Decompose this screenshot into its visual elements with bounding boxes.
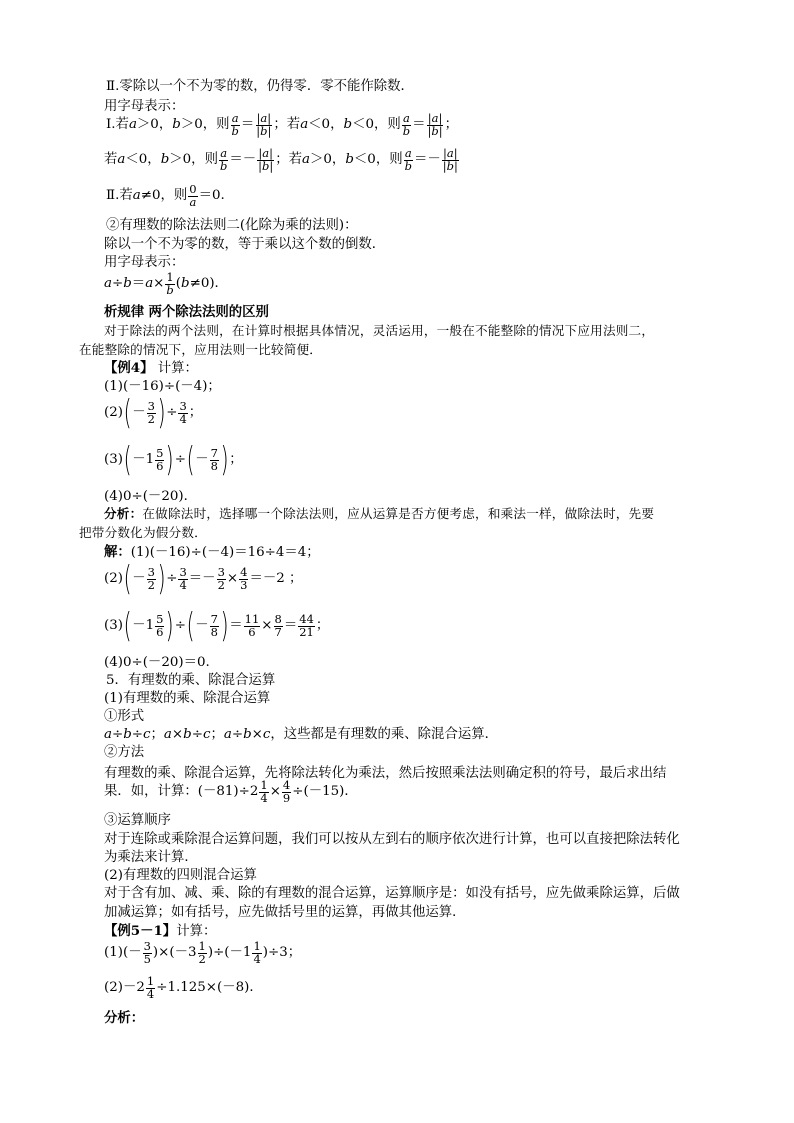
text: ÷ (174, 452, 186, 468)
text: ＝－2 ； (249, 571, 303, 587)
fraction: $\frac{1}{4}$ (146, 974, 155, 1001)
text: ≠0)． (189, 276, 228, 292)
text: 若 (104, 152, 118, 168)
fraction: $\frac{1}{2}$ (198, 939, 206, 966)
text: ； (229, 452, 243, 468)
fraction-a-over-b: $\frac{a}{b}$ (404, 146, 412, 173)
example-4-item-4: (4)0÷(－20)． (104, 489, 197, 504)
solution-item-1 (104, 546, 320, 559)
order-text-1: 对于连除或乘除混合运算问题，我们可以按从左到右的顺序依次进行计算，也可以直接把除法转化 (104, 832, 680, 847)
fraction: $\frac{1}{4}$ (260, 778, 268, 805)
fraction: $\frac{7}{8}$ (210, 446, 218, 473)
text: (1)(－16)÷(－4)＝16÷4＝4； (130, 545, 320, 560)
order-heading: ③运算顺序 (104, 813, 171, 828)
text: ＝ (283, 618, 298, 634)
letter-notation-label-2: 用字母表示： (104, 255, 185, 270)
fraction-one-over-b: $\frac{1}{b}$ (166, 270, 174, 297)
var-b: b (343, 117, 353, 133)
fraction: $\frac{4}{9}$ (282, 778, 291, 805)
division-rule-two-text: 除以一个不为零的数，等于乘以这个数的倒数． (104, 237, 386, 252)
text: ；若 (273, 117, 301, 133)
form-heading: ①形式 (104, 709, 145, 724)
var-a: a (132, 188, 141, 204)
text: × (153, 276, 165, 292)
letter-notation-label: 用字母表示： (104, 99, 185, 114)
rule-zero-division: Ⅱ.零除以一个不为零的数，仍得零．零不能作除数． (106, 79, 414, 94)
example-label: 【例4】 (104, 360, 154, 376)
fraction: $\frac{3}{2}$ (147, 565, 155, 592)
text: ＞0，则 (169, 152, 218, 168)
text: ； (315, 618, 330, 634)
text: × (226, 571, 239, 587)
text: ≠0，则 (140, 188, 188, 204)
method-text-2 (104, 780, 358, 804)
text: ＜0，则 (352, 117, 401, 133)
rule-one-case-line-2: 若 a ＜0， b ＞0，则 $\frac{a}{b}$ ＝－ $\frac{|a|}{|b|}$ ；若 a ＞0， b ＜0，则 $\frac{a}{b}$ ＝－ $\frac{|a|}{|b|}$ (104, 146, 458, 173)
text: ； (444, 117, 459, 133)
fraction-a-over-b: $\frac{a}{b}$ (219, 146, 228, 173)
rule-summary-text-1: 对于除法的两个法则，在计算时根据具体情况，灵活运用，一般在不能整除的情况下应用法则二， (104, 323, 655, 338)
example-5-1-item-1 (104, 941, 301, 965)
fraction: $\frac{5}{6}$ (156, 612, 164, 639)
fraction-abs: $\frac{|a|}{|b|}$ (256, 111, 272, 138)
text: (3) (104, 452, 123, 468)
fraction-abs: $\frac{|a|}{|b|}$ (442, 146, 458, 173)
text: ÷(－15)． (292, 784, 358, 800)
example-5-1-heading (104, 925, 216, 938)
mixed-ops-text-2: 加减运算；如有括号，应先做括号里的运算，再做其他运算． (104, 905, 466, 920)
analysis-text-1 (104, 508, 654, 521)
text: ＝－ (188, 571, 216, 587)
form-examples: a÷b÷c；a×b÷c；a÷b×c，这些都是有理数的乘、除混合运算． (104, 727, 499, 742)
rule-summary-heading (104, 306, 269, 319)
fraction: $\frac{7}{8}$ (210, 612, 218, 639)
mixed-ops-text-1: 对于含有加、减、乘、除的有理数的混合运算，运算顺序是：如没有括号，应先做乘除运算，后做 (104, 886, 680, 901)
rule-summary-text-2: 在能整除的情况下，应用法则一比较简便． (79, 342, 323, 357)
var-a: a (300, 117, 309, 133)
text: (2) (104, 571, 123, 587)
text: ； (188, 405, 203, 421)
subsection-1-heading: (1)有理数的乘、除混合运算 (104, 691, 271, 706)
method-heading: ②方法 (104, 745, 145, 760)
fraction: $\frac{1}{4}$ (253, 939, 261, 966)
fraction: $\frac{5}{6}$ (156, 446, 164, 473)
division-rule-two-heading: ②有理数的除法法则二(化除为乘的法则)： (106, 218, 358, 233)
var-a: a (104, 276, 112, 292)
fraction: $\frac{44}{21}$ (299, 612, 314, 639)
text: ＝ (229, 618, 243, 634)
fraction: $\frac{4}{3}$ (240, 565, 248, 592)
solution-label: 解： (104, 544, 131, 560)
var-b: b (181, 276, 190, 292)
text: ＞0， (310, 152, 346, 168)
text: 计算： (176, 924, 217, 939)
text: 计算： (157, 361, 198, 376)
text: ＞0， (136, 117, 173, 133)
text: ＜0，则 (353, 152, 403, 168)
solution-item-2: (2) ( － $\frac{3}{2}$ ) ÷ $\frac{3}{4}$ ＝－ $\frac{3}{2}$ × $\frac{4}{3}$ ＝－2 ； (104, 559, 303, 599)
text: ÷ (111, 276, 124, 292)
subsection-2-heading: (2)有理数的四则混合运算 (104, 868, 257, 883)
solution-item-4: (4)0÷(－20)＝0. (104, 655, 210, 670)
text: ÷ (166, 405, 178, 421)
text: ＝ (131, 276, 146, 292)
var-b: b (160, 152, 170, 168)
text: ÷ (166, 571, 178, 587)
text: (2) (104, 405, 123, 421)
fraction: $\frac{8}{7}$ (274, 612, 282, 639)
text: ÷1.125×(－8)． (156, 980, 263, 996)
text: )×(－3 (152, 945, 197, 961)
rule-one-case-line-1: Ⅰ.若 a ＞0， b ＞0，则 $\frac{a}{b}$ ＝ $\frac{|a|}{|b|}$ ；若 a ＜0， b ＜0，则 $\frac{a}{b}$ ＝ $\frac{|a|}{|b|}$ ； (106, 111, 459, 138)
text: × (261, 618, 273, 634)
analysis-text-2: 把带分数化为假分数． (79, 525, 207, 540)
example-label: 【例5－1】 (104, 923, 177, 939)
text: 在做除法时，选择哪一个除法法则，应从运算是否方便考虑，和乘法一样，做除法时，先要 (142, 506, 655, 521)
example-4-item-2: (2) ( － $\frac{3}{2}$ ) ÷ $\frac{3}{4}$ ； (104, 393, 203, 433)
fraction: $\frac{3}{4}$ (179, 565, 187, 592)
fraction: $\frac{3}{2}$ (147, 399, 155, 426)
rule-two-zero (106, 184, 225, 208)
text: ＝0. (198, 188, 225, 204)
text: ＜0， (308, 117, 344, 133)
example-4-item-1: (1)(－16)÷(－4)； (104, 379, 221, 394)
order-text-2: 为乘法来计算． (104, 850, 198, 865)
text: × (269, 784, 281, 800)
text: Ⅱ.若 (106, 188, 133, 204)
fraction: $\frac{11}{6}$ (244, 612, 260, 639)
text: Ⅰ.若 (106, 117, 129, 133)
fraction: $\frac{3}{5}$ (143, 939, 151, 966)
fraction-zero-over-a: $\frac{0}{a}$ (189, 182, 197, 209)
var-b: b (172, 117, 181, 133)
fraction: $\frac{3}{4}$ (179, 399, 187, 426)
text: )÷3； (262, 945, 302, 961)
var-b: b (123, 276, 132, 292)
solution-item-3: (3) ( －1 $\frac{5}{6}$ ) ÷ ( － $\frac{7}{8}$ ) ＝ $\frac{11}{6}$ × $\frac{8}{7}$ ＝ $\frac{44}{21}$ ； (104, 606, 330, 646)
text: )÷(－1 (207, 945, 252, 961)
method-text-1: 有理数的乘、除混合运算，先将除法转化为乘法，然后按照乘法法则确定积的符号，最后求出结 (104, 766, 667, 781)
var-a: a (302, 152, 311, 168)
reciprocal-formula (104, 272, 228, 296)
text: (2)－2 (104, 980, 145, 996)
fraction-abs: $\frac{|a|}{|b|}$ (258, 146, 274, 173)
fraction-a-over-b: $\frac{a}{b}$ (231, 111, 239, 138)
heading-label: 析规律 (104, 304, 145, 320)
var-b: b (345, 152, 354, 168)
example-4-heading (104, 362, 198, 375)
example-5-1-item-2 (104, 976, 263, 1000)
fraction-a-over-b: $\frac{a}{b}$ (402, 111, 411, 138)
text: ；若 (275, 152, 303, 168)
fraction-abs: $\frac{|a|}{|b|}$ (427, 111, 443, 138)
text: ＜0， (125, 152, 161, 168)
section-5-heading: 5．有理数的乘、除混合运算 (106, 673, 276, 688)
text: 果．如，计算：(－81)÷2 (104, 784, 259, 800)
example-4-item-3: (3) ( －1 $\frac{5}{6}$ ) ÷ ( － $\frac{7}{8}$ ) ； (104, 440, 243, 480)
text: (1)(－ (104, 945, 142, 961)
text: ＞0，则 (180, 117, 230, 133)
text: ÷ (174, 618, 186, 634)
text: ( (175, 276, 182, 292)
var-a: a (128, 117, 137, 133)
var-a: a (145, 276, 154, 292)
text: (3) (104, 618, 123, 634)
var-a: a (117, 152, 126, 168)
analysis-label-final: 分析： (104, 1010, 145, 1026)
fraction: $\frac{3}{2}$ (217, 565, 225, 592)
heading-title: 两个除法法则的区别 (148, 304, 269, 320)
analysis-label: 分析： (104, 506, 143, 521)
